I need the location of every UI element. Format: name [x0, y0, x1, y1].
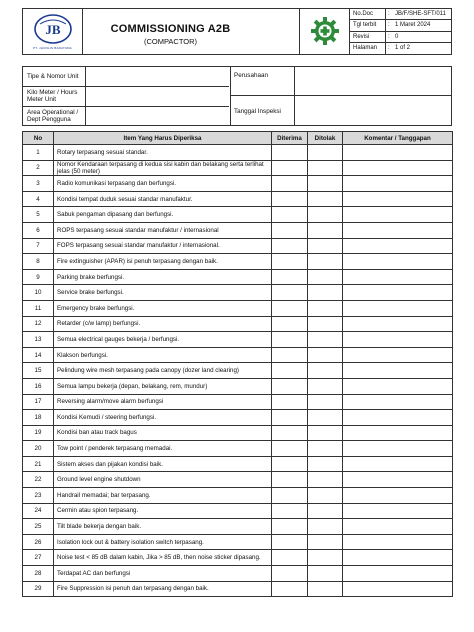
komentar-cell[interactable]: [343, 347, 453, 363]
ditolak-cell[interactable]: [308, 441, 343, 457]
ditolak-cell[interactable]: [308, 238, 343, 254]
ditolak-cell[interactable]: [308, 300, 343, 316]
title-block: [83, 9, 258, 54]
ditolak-cell[interactable]: [308, 472, 343, 488]
document-info: [349, 9, 451, 54]
row-item-text: Kondisi Kemudi / steering berfungsi.: [54, 410, 272, 426]
row-item-text: Semua lampu bekerja (depan, belakang, rem, mundur): [54, 378, 272, 394]
row-item-text: Retarder (c/w lamp) berfungsi.: [54, 316, 272, 332]
diterima-cell[interactable]: [272, 425, 308, 441]
diterima-cell[interactable]: [272, 550, 308, 566]
doc-info-sep: :: [388, 44, 390, 51]
komentar-cell[interactable]: [343, 503, 453, 519]
company-logo-icon: [34, 14, 72, 44]
row-item-text: Kondisi tempat duduk sesuai standar manufaktur.: [54, 191, 272, 207]
row-item-text: Handrail memadai; bar terpasang.: [54, 488, 272, 504]
komentar-cell[interactable]: [343, 269, 453, 285]
kilo-meter-label-line1: Kilo Meter / Hours: [27, 89, 78, 96]
komentar-cell[interactable]: [343, 566, 453, 582]
document-title: COMMISSIONING A2B: [110, 23, 231, 35]
row-item-text: Nomor Kendaraan terpasang di kedua sisi kabin dan belakang serta terlihat jelas (50 meter): [54, 160, 272, 176]
row-number: 16: [23, 378, 54, 394]
row-number: 11: [23, 300, 54, 316]
ditolak-cell[interactable]: [308, 394, 343, 410]
doc-info-value: 1 Maret 2024: [395, 22, 431, 29]
row-item-text: Isolation lock out & battery isolation switch terpasang.: [54, 534, 272, 550]
row-number: 13: [23, 332, 54, 348]
row-item-text: Noise test < 85 dB dalam kabin, Jika > 85 dB, then noise sticker dipasang.: [54, 550, 272, 566]
komentar-cell[interactable]: [343, 222, 453, 238]
row-number: 29: [23, 581, 54, 597]
doc-info-value: 1 of 2: [395, 44, 411, 51]
row-number: 8: [23, 254, 54, 270]
row-number: 27: [23, 550, 54, 566]
row-number: 20: [23, 441, 54, 457]
diterima-cell[interactable]: [272, 441, 308, 457]
diterima-cell[interactable]: [272, 332, 308, 348]
table-row: [23, 363, 453, 379]
row-number: 10: [23, 285, 54, 301]
row-item-text: Tow point / penderek terpasang memadai.: [54, 441, 272, 457]
diterima-cell[interactable]: [272, 176, 308, 192]
komentar-cell[interactable]: [343, 581, 453, 597]
row-item-text: Sistem akses dan pijakan kondisi baik.: [54, 456, 272, 472]
company-logo: [23, 9, 83, 54]
table-row: [23, 332, 453, 348]
table-row: [23, 581, 453, 597]
komentar-cell[interactable]: [343, 300, 453, 316]
komentar-cell[interactable]: [343, 316, 453, 332]
table-row: [23, 316, 453, 332]
column-header-komentar: Komentar / Tanggapan: [343, 132, 453, 145]
doc-info-row-no-doc: [350, 9, 451, 20]
table-row: [23, 378, 453, 394]
doc-info-key: Revisi: [353, 33, 370, 40]
doc-info-key: No.Doc: [353, 11, 374, 17]
row-number: 9: [23, 269, 54, 285]
document-header: [22, 8, 452, 55]
table-row: [23, 534, 453, 550]
row-number: 7: [23, 238, 54, 254]
diterima-cell[interactable]: [272, 472, 308, 488]
ditolak-cell[interactable]: [308, 160, 343, 176]
komentar-cell[interactable]: [343, 176, 453, 192]
table-row: [23, 285, 453, 301]
doc-info-row-revisi: [350, 32, 451, 43]
diterima-cell[interactable]: [272, 285, 308, 301]
row-item-text: Service brake berfungsi.: [54, 285, 272, 301]
safety-logo: [299, 9, 349, 54]
unit-info-section: [22, 66, 452, 126]
ditolak-cell[interactable]: [308, 347, 343, 363]
row-item-text: Semua electrical gauges bekerja / berfungsi.: [54, 332, 272, 348]
column-header-item: Item Yang Harus Diperiksa: [54, 132, 272, 145]
table-row: [23, 519, 453, 535]
row-number: 17: [23, 394, 54, 410]
diterima-cell[interactable]: [272, 207, 308, 223]
ditolak-cell[interactable]: [308, 191, 343, 207]
table-row: [23, 550, 453, 566]
table-row: [23, 176, 453, 192]
table-row: [23, 425, 453, 441]
komentar-cell[interactable]: [343, 160, 453, 176]
ditolak-cell[interactable]: [308, 566, 343, 582]
row-number: 18: [23, 410, 54, 426]
table-row: [23, 145, 453, 161]
ditolak-cell[interactable]: [308, 207, 343, 223]
ditolak-cell[interactable]: [308, 456, 343, 472]
row-number: 6: [23, 222, 54, 238]
diterima-cell[interactable]: [272, 363, 308, 379]
diterima-cell[interactable]: [272, 191, 308, 207]
komentar-cell[interactable]: [343, 472, 453, 488]
row-item-text: Terdapat AC dan berfungsi: [54, 566, 272, 582]
company-tagline: PT. JHONLIN BARATAMA: [33, 46, 72, 50]
komentar-cell[interactable]: [343, 378, 453, 394]
ditolak-cell[interactable]: [308, 285, 343, 301]
table-row: [23, 503, 453, 519]
doc-info-value: 0: [395, 33, 399, 40]
row-number: 23: [23, 488, 54, 504]
ditolak-cell[interactable]: [308, 378, 343, 394]
komentar-cell[interactable]: [343, 441, 453, 457]
diterima-cell[interactable]: [272, 394, 308, 410]
tipe-nomor-unit-label: Tipe & Nomor Unit: [27, 73, 79, 80]
diterima-cell[interactable]: [272, 488, 308, 504]
doc-info-value: JB/F/SHE-SFT/011: [395, 11, 446, 17]
perusahaan-label: Perusahaan: [234, 72, 268, 79]
ditolak-cell[interactable]: [308, 316, 343, 332]
diterima-cell[interactable]: [272, 222, 308, 238]
diterima-cell[interactable]: [272, 300, 308, 316]
row-item-text: ROPS terpasang sesuai standar manufaktur / internasional: [54, 222, 272, 238]
row-number: 14: [23, 347, 54, 363]
diterima-cell[interactable]: [272, 410, 308, 426]
row-item-text: Radio komunikasi terpasang dan berfungsi.: [54, 176, 272, 192]
komentar-cell[interactable]: [343, 488, 453, 504]
diterima-cell[interactable]: [272, 566, 308, 582]
diterima-cell[interactable]: [272, 347, 308, 363]
diterima-cell[interactable]: [272, 160, 308, 176]
diterima-cell[interactable]: [272, 581, 308, 597]
komentar-cell[interactable]: [343, 191, 453, 207]
komentar-cell[interactable]: [343, 285, 453, 301]
ditolak-cell[interactable]: [308, 254, 343, 270]
row-number: 19: [23, 425, 54, 441]
column-header-no: No: [23, 132, 54, 145]
diterima-cell[interactable]: [272, 519, 308, 535]
row-item-text: Reversing alarm/move alarm berfungsi: [54, 394, 272, 410]
table-row: [23, 347, 453, 363]
table-row: [23, 191, 453, 207]
table-row: [23, 441, 453, 457]
table-row: [23, 472, 453, 488]
komentar-cell[interactable]: [343, 456, 453, 472]
row-number: 1: [23, 145, 54, 161]
row-number: 28: [23, 566, 54, 582]
doc-info-row-tgl-terbit: [350, 20, 451, 31]
komentar-cell[interactable]: [343, 145, 453, 161]
ditolak-cell[interactable]: [308, 269, 343, 285]
doc-info-sep: :: [388, 11, 390, 17]
row-number: 25: [23, 519, 54, 535]
company-logo-text: JB: [45, 22, 61, 37]
column-header-diterima: Diterima: [272, 132, 308, 145]
ditolak-cell[interactable]: [308, 503, 343, 519]
diterima-cell[interactable]: [272, 316, 308, 332]
komentar-cell[interactable]: [343, 363, 453, 379]
komentar-cell[interactable]: [343, 550, 453, 566]
checklist-body: [23, 145, 453, 597]
table-row: [23, 238, 453, 254]
row-item-text: Tilt blade bekerja dengan baik.: [54, 519, 272, 535]
row-item-text: Fire extinguisher (APAR) isi penuh terpasang dengan baik.: [54, 254, 272, 270]
document-subtitle: (COMPACTOR): [143, 37, 198, 46]
komentar-cell[interactable]: [343, 534, 453, 550]
safety-gear-icon: [311, 17, 339, 45]
table-header-row: [23, 132, 453, 145]
diterima-cell[interactable]: [272, 254, 308, 270]
row-number: 24: [23, 503, 54, 519]
area-operational-label-line1: Area Operational /: [27, 109, 79, 116]
ditolak-cell[interactable]: [308, 332, 343, 348]
row-item-text: Emergency brake berfungsi.: [54, 300, 272, 316]
kilo-meter-label-line2: Meter Unit: [27, 96, 57, 103]
column-header-ditolak: Ditolak: [308, 132, 343, 145]
komentar-cell[interactable]: [343, 394, 453, 410]
table-row: [23, 269, 453, 285]
row-item-text: Kondisi ban atau track bagus: [54, 425, 272, 441]
diterima-cell[interactable]: [272, 534, 308, 550]
row-item-text: Ground level engine shutdown: [54, 472, 272, 488]
row-item-text: Cermin atau spion terpasang.: [54, 503, 272, 519]
table-row: [23, 222, 453, 238]
table-row: [23, 410, 453, 426]
row-item-text: Klakson berfungsi.: [54, 347, 272, 363]
row-number: 26: [23, 534, 54, 550]
row-item-text: Sabuk pengaman dipasang dan berfungsi.: [54, 207, 272, 223]
row-item-text: Pelindung wire mesh terpasang pada canopy (dozer land clearing): [54, 363, 272, 379]
diterima-cell[interactable]: [272, 378, 308, 394]
diterima-cell[interactable]: [272, 145, 308, 161]
row-item-text: Parking brake berfungsi.: [54, 269, 272, 285]
table-row: [23, 160, 453, 176]
row-number: 4: [23, 191, 54, 207]
row-number: 21: [23, 456, 54, 472]
doc-info-key: Tgl terbit: [353, 22, 377, 29]
table-row: [23, 456, 453, 472]
komentar-cell[interactable]: [343, 425, 453, 441]
info-label-divider: [85, 67, 86, 125]
row-item-text: Fire Suppression isi penuh dan terpasang dengan baik.: [54, 581, 272, 597]
ditolak-cell[interactable]: [308, 550, 343, 566]
row-number: 3: [23, 176, 54, 192]
ditolak-cell[interactable]: [308, 581, 343, 597]
ditolak-cell[interactable]: [308, 425, 343, 441]
ditolak-cell[interactable]: [308, 222, 343, 238]
ditolak-cell[interactable]: [308, 176, 343, 192]
komentar-cell[interactable]: [343, 519, 453, 535]
doc-info-sep: :: [388, 22, 390, 29]
komentar-cell[interactable]: [343, 238, 453, 254]
doc-info-key: Halaman: [353, 44, 378, 51]
row-item-text: FOPS terpasang sesuai standar manufaktur / internasional.: [54, 238, 272, 254]
table-row: [23, 254, 453, 270]
row-number: 2: [23, 160, 54, 176]
diterima-cell[interactable]: [272, 238, 308, 254]
diterima-cell[interactable]: [272, 456, 308, 472]
komentar-cell[interactable]: [343, 332, 453, 348]
komentar-cell[interactable]: [343, 207, 453, 223]
ditolak-cell[interactable]: [308, 145, 343, 161]
table-row: [23, 488, 453, 504]
komentar-cell[interactable]: [343, 410, 453, 426]
row-number: 12: [23, 316, 54, 332]
inspection-checklist-table: [22, 131, 453, 597]
row-item-text: Rotary terpasang sesuai standar.: [54, 145, 272, 161]
doc-info-sep: :: [388, 33, 390, 40]
table-row: [23, 566, 453, 582]
diterima-cell[interactable]: [272, 503, 308, 519]
ditolak-cell[interactable]: [308, 488, 343, 504]
ditolak-cell[interactable]: [308, 534, 343, 550]
ditolak-cell[interactable]: [308, 519, 343, 535]
table-row: [23, 394, 453, 410]
ditolak-cell[interactable]: [308, 363, 343, 379]
row-number: 5: [23, 207, 54, 223]
row-number: 22: [23, 472, 54, 488]
area-operational-label-line2: Dept Pengguna: [27, 116, 71, 123]
ditolak-cell[interactable]: [308, 410, 343, 426]
tanggal-inspeksi-label: Tanggal Inspeksi: [234, 108, 281, 115]
table-row: [23, 300, 453, 316]
table-row: [23, 207, 453, 223]
diterima-cell[interactable]: [272, 269, 308, 285]
row-number: 15: [23, 363, 54, 379]
komentar-cell[interactable]: [343, 254, 453, 270]
doc-info-row-halaman: [350, 43, 451, 54]
